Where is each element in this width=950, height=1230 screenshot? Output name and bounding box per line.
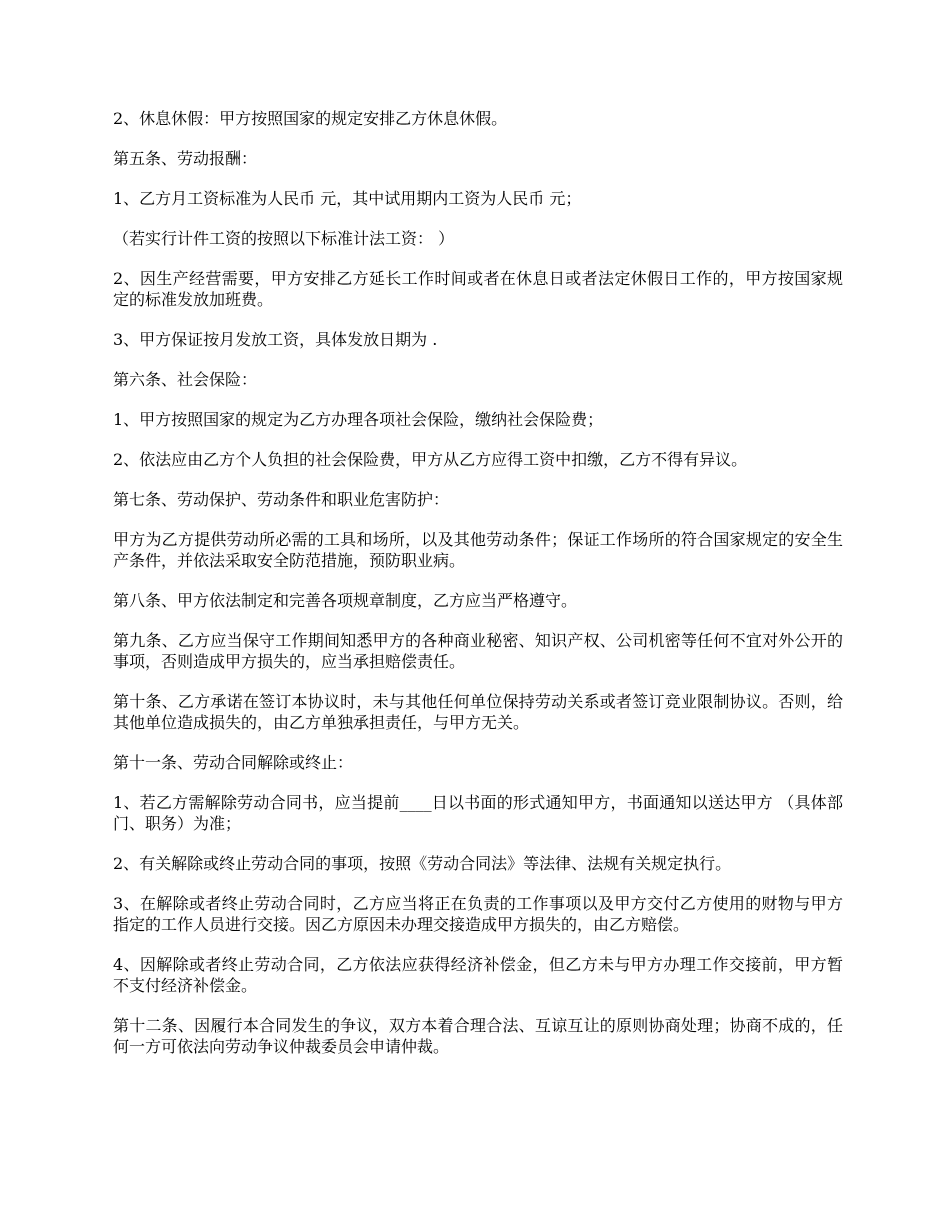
heading-article-11: 第十一条、劳动合同解除或终止： — [113, 753, 354, 772]
heading-article-5: 第五条、劳动报酬： — [113, 149, 258, 168]
paragraph-article-9: 第九条、乙方应当保守工作期间知悉甲方的各种商业秘密、知识产权、公司机密等任何不宜对外公开的事项，否则造成甲方损失的，应当承担赔偿责任。 — [113, 631, 843, 671]
paragraph-overtime: 2、因生产经营需要，甲方安排乙方延长工作时间或者在休息日或者法定休假日工作的，甲方按国家规定的标准发放加班费。 — [113, 269, 843, 309]
heading-article-6: 第六条、社会保险： — [113, 370, 258, 389]
paragraph-article-12: 第十二条、因履行本合同发生的争议，双方本着合理合法、互谅互让的原则协商处理；协商不成的，任何一方可依法向劳动争议仲裁委员会申请仲裁。 — [113, 1016, 843, 1056]
paragraph-social-insurance: 1、甲方按照国家的规定为乙方办理各项社会保险，缴纳社会保险费； — [113, 410, 604, 429]
paragraph-labor-protection: 甲方为乙方提供劳动所必需的工具和场所，以及其他劳动条件；保证工作场所的符合国家规定的安全生产条件，并依法采取安全防范措施，预防职业病。 — [113, 530, 843, 570]
paragraph-insurance-deduction: 2、依法应由乙方个人负担的社会保险费，甲方从乙方应得工资中扣缴，乙方不得有异议。 — [113, 450, 748, 469]
paragraph-rest-leave: 2、休息休假：甲方按照国家的规定安排乙方休息休假。 — [113, 109, 508, 128]
paragraph-pay-date: 3、甲方保证按月发放工资，具体发放日期为 . — [113, 330, 438, 349]
paragraph-article-10: 第十条、乙方承诺在签订本协议时，未与其他任何单位保持劳动关系或者签订竞业限制协议。否则，给其他单位造成损失的，由乙方单独承担责任，与甲方无关。 — [113, 692, 843, 732]
paragraph-compensation: 4、因解除或者终止劳动合同，乙方依法应获得经济补偿金，但乙方未与甲方办理工作交接前，甲方暂不支付经济补偿金。 — [113, 955, 843, 995]
heading-article-7: 第七条、劳动保护、劳动条件和职业危害防护： — [113, 490, 450, 509]
paragraph-piece-rate: （若实行计件工资的按照以下标准计法工资： ） — [113, 229, 455, 248]
document-page — [113, 108, 843, 1057]
paragraph-article-8: 第八条、甲方依法制定和完善各项规章制度，乙方应当严格遵守。 — [113, 591, 578, 610]
paragraph-termination-law: 2、有关解除或终止劳动合同的事项，按照《劳动合同法》等法律、法规有关规定执行。 — [113, 854, 732, 873]
paragraph-termination-notice: 1、若乙方需解除劳动合同书，应当提前____日以书面的形式通知甲方，书面通知以送达甲方 （具体部门、职务）为准； — [113, 793, 843, 833]
paragraph-handover: 3、在解除或者终止劳动合同时，乙方应当将正在负责的工作事项以及甲方交付乙方使用的财物与甲方指定的工作人员进行交接。因乙方原因未办理交接造成甲方损失的，由乙方赔偿。 — [113, 894, 843, 934]
paragraph-salary-standard: 1、乙方月工资标准为人民币 元，其中试用期内工资为人民币 元； — [113, 189, 582, 208]
